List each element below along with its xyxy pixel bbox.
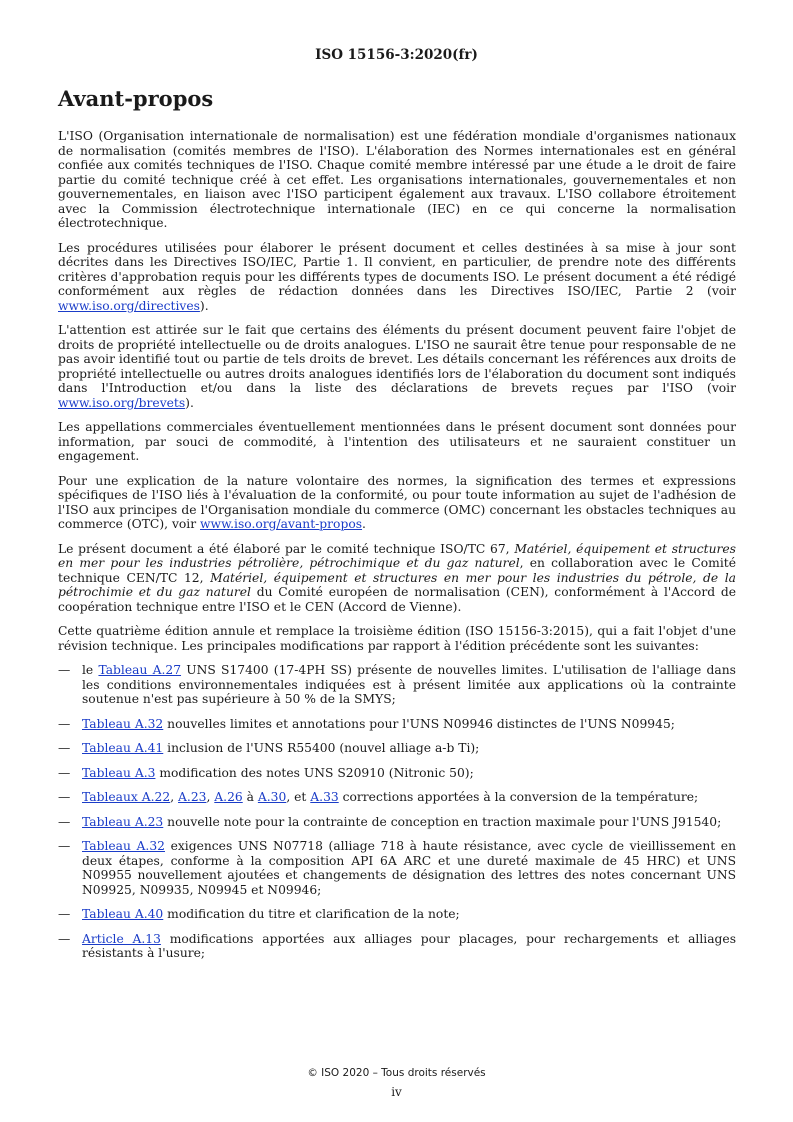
paragraph-trade-names: Les appellations commerciales éventuellement mentionnées dans le présent document sont données pour information, par souci de commodité, à l'intention des utilisateurs et ne sauraient constituer un engagement. xyxy=(58,420,736,463)
list-item: — Tableau A.3 modification des notes UNS S20910 (Nitronic 50); xyxy=(58,765,474,780)
changes-list xyxy=(58,663,736,961)
paragraph-iso-intro: L'ISO (Organisation internationale de normalisation) est une fédération mondiale d'organismes nationaux de normalisation (comités membres de l'ISO). L'élaboration des Normes internationales est en général confiée aux comités techniques de l'ISO. Chaque comité membre intéressé par une étude a le droit de faire partie du comité technique créé à cet effet. Les organisations internationales, gouvernementales et non gouvernementales, en liaison avec l'ISO participent également aux travaux. L'ISO collabore étroitement avec la Commission électrotechnique internationale (IEC) en ce qui concerne la normalisation électrotechnique. xyxy=(58,129,736,230)
paragraph-patents: L'attention est attirée sur le fait que certains des éléments du présent document peuvent faire l'objet de droits de propriété intellectuelle ou de droits analogues. L'ISO ne saurait être tenue pour responsable de ne pas avoir identifié tout ou partie de tels droits de brevet. Les détails concernant les références aux droits de propriété intellectuelle ou autres droits analogues identifiés lors de l'élaboration du document sont indiqués dans l'Introduction et/ou dans la liste des déclarations de brevets reçues par l'ISO (voir www.iso.org/brevets). xyxy=(58,323,736,410)
list-item: — Tableau A.32 nouvelles limites et annotations pour l'UNS N09946 distinctes de l'UNS N09945; xyxy=(58,716,675,731)
foreword-body xyxy=(58,129,736,971)
document-id-header: ISO 15156-3:2020(fr) xyxy=(315,47,478,63)
table-reference-link[interactable]: Tableau A.41 xyxy=(82,741,164,755)
list-item: — Tableau A.23 nouvelle note pour la contrainte de conception en traction maximale pour l'UNS J91540; xyxy=(58,814,722,829)
page-title: Avant-propos xyxy=(58,86,214,111)
list-dash: — xyxy=(58,741,71,755)
directives-link[interactable]: www.iso.org/directives xyxy=(58,298,200,313)
table-reference-link[interactable]: Tableaux A.22 xyxy=(82,790,171,804)
list-dash: — xyxy=(58,907,71,921)
list-item: — le Tableau A.27 UNS S17400 (17-4PH SS) présente de nouvelles limites. L'utilisation de l'alliage dans les conditions environnementales indiquées est à présent limitée aux applications où la contrainte soutenue n'est pas supérieure à 50 % de la SMYS; xyxy=(58,663,736,706)
list-item: — Tableaux A.22, A.23, A.26 à A.30, et A.33 corrections apportées à la conversion de la température; xyxy=(58,790,699,804)
table-reference-link[interactable]: Tableau A.3 xyxy=(82,765,156,780)
paragraph-edition: Cette quatrième édition annule et remplace la troisième édition (ISO 15156-3:2015), qui a fait l'objet d'une révision technique. Les principales modifications par rapport à l'édition précédente sont les suivantes: xyxy=(58,624,736,653)
article-reference-link[interactable]: Article A.13 xyxy=(82,931,161,946)
table-reference-link[interactable]: Tableau A.27 xyxy=(98,663,182,677)
list-dash: — xyxy=(58,814,71,829)
paragraph-directives: Les procédures utilisées pour élaborer le présent document et celles destinées à sa mise à jour sont décrites dans les Directives ISO/IEC, Partie 1. Il convient, en particulier, de prendre note des différents critères d'approbation requis pour les différents types de documents ISO. Le présent document a été rédigé conformément aux règles de rédaction données dans les Directives ISO/IEC, Partie 2 (voir www.iso.org/directives). xyxy=(58,240,736,313)
patents-link[interactable]: www.iso.org/brevets xyxy=(58,395,186,410)
table-reference-link[interactable]: A.23 xyxy=(178,790,207,804)
table-reference-link[interactable]: Tableau A.40 xyxy=(82,907,164,921)
table-reference-link[interactable]: A.33 xyxy=(310,790,339,804)
page-number: iv xyxy=(391,1085,402,1099)
paragraph-voluntary-nature: Pour une explication de la nature volontaire des normes, la signification des termes et expressions spécifiques de l'ISO liés à l'évaluation de la conformité, ou pour toute information au sujet de l'adhésion de l'ISO aux principes de l'Organisation mondiale du commerce (OMC) concernant les obstacles techniques au commerce (OTC), voir www.iso.org/avant-propos. xyxy=(58,473,736,531)
list-dash: — xyxy=(58,931,71,946)
list-item: — Tableau A.32 exigences UNS N07718 (alliage 718 à haute résistance, avec cycle de vieillissement en deux étapes, conforme à la composition API 6A ARC et une dureté maximale de 45 HRC) et UNS N09955 nouvellement ajoutées et changements de désignation des lettres des notes concernant UNS N09925, N09935, N09945 et N09946; xyxy=(58,839,736,897)
table-reference-link[interactable]: A.26 xyxy=(214,790,243,804)
list-dash: — xyxy=(58,663,71,677)
list-item: — Article A.13 modifications apportées aux alliages pour placages, pour rechargements et alliages résistants à l'usure; xyxy=(58,931,737,960)
table-reference-link[interactable]: Tableau A.32 xyxy=(82,839,165,853)
list-item: — Tableau A.40 modification du titre et clarification de la note; xyxy=(58,907,460,921)
list-item: — Tableau A.41 inclusion de l'UNS R55400 (nouvel alliage a-b Ti); xyxy=(58,741,480,755)
list-dash: — xyxy=(58,839,71,853)
foreword-link[interactable]: www.iso.org/avant-propos xyxy=(200,517,363,531)
copyright-footer: © ISO 2020 – Tous droits réservés xyxy=(307,1067,486,1079)
list-dash: — xyxy=(58,765,71,780)
list-dash: — xyxy=(58,716,71,731)
table-reference-link[interactable]: A.30 xyxy=(257,790,287,804)
paragraph-committee: Le présent document a été élaboré par le comité technique ISO/TC 67, Matériel, équipement et structures en mer pour les industries pétrolière, pétrochimique et du gaz naturel, en collaboration avec le Comité technique CEN/TC 12, Matériel, équipement et structures en mer pour les industries du pétrole, de la pétrochimie et du gaz naturel du Comité européen de normalisation (CEN), conformément à l'Accord de coopération technique entre l'ISO et le CEN (Accord de Vienne). xyxy=(58,541,737,614)
table-reference-link[interactable]: Tableau A.23 xyxy=(82,814,164,829)
list-dash: — xyxy=(58,790,71,804)
table-reference-link[interactable]: Tableau A.32 xyxy=(82,716,164,731)
